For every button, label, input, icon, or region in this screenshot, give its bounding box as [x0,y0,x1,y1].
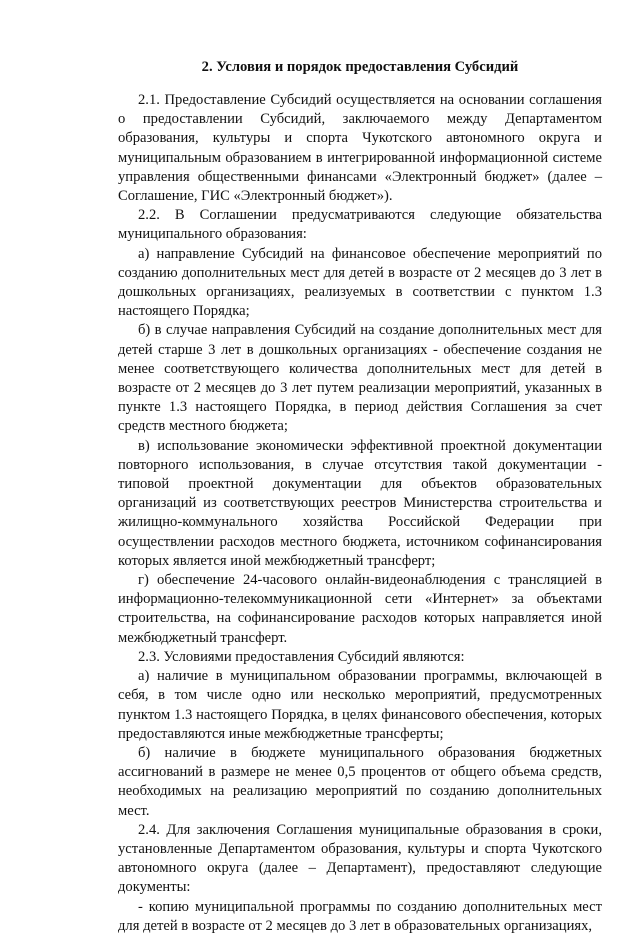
paragraph-2-2-v: в) использование экономически эффективной проектной документации повторного использования, в случае отсутствия такой документации - типовой проектной документации для объектов образовательных организаций из соответствующих реестров Министерства строительства и жилищно-коммунального хозяйства Российской Федерации при осуществлении расходов местного бюджета, источником софинансирования которых является иной межбюджетный трансферт; [118,437,602,569]
section-title: 2. Условия и порядок предоставления Субсидий [201,59,519,75]
paragraph-2-2: 2.2. В Соглашении предусматриваются следующие обязательства муниципального образования: [118,207,602,243]
paragraph-2-2-a: а) направление Субсидий на финансовое обеспечение мероприятий по созданию дополнительных мест для детей в возрасте от 2 месяцев до 3 лет в дошкольных организациях, реализуемых в соответствии с пунктом 1.3 настоящего Порядка; [118,245,602,320]
paragraph-2-3-b: б) наличие в бюджете муниципального образования бюджетных ассигнований в размере не менее 0,5 процентов от общего объема средств, необходимых на реализацию мероприятий по созданию дополнительных мест. [118,744,602,819]
paragraph-2-4-item: - копию муниципальной программы по созданию дополнительных мест для детей в возрасте от 2 месяцев до 3 лет в образовательных организациях, [118,898,602,934]
paragraph-2-2-b: б) в случае направления Субсидий на создание дополнительных мест для детей старше 3 лет в дошкольных организациях - обеспечение создания не менее соответствующего количества дополнительных мест для детей в возрасте от 2 месяцев до 3 лет путем реализации мероприятий, указанных в пункте 1.3 настоящего Порядка, в период действия Соглашения за счет средств местного бюджета; [118,322,602,435]
paragraph-2-3: 2.3. Условиями предоставления Субсидий являются: [138,648,465,665]
paragraph-2-3-a: а) наличие в муниципальном образовании программы, включающей в себя, в том числе одно или несколько мероприятий, предусмотренных пунктом 1.3 настоящего Порядка, в целях финансового обеспечения, которых предоставляются иные межбюджетные трансферты; [118,668,602,742]
paragraph-2-2-g: г) обеспечение 24-часового онлайн-видеонаблюдения с трансляцией в информационно-телекоммуникационной сети «Интернет» за объектами строительства, на софинансирование расходов которых направляется иной межбюджетный трансферт. [118,572,602,646]
paragraph-2-4: 2.4. Для заключения Соглашения муниципальные образования в сроки, установленные Департаментом образования, культуры и спорта Чукотского автономного округа (далее – Департамент), предоставляют следующие документы: [118,821,602,896]
paragraph-2-1: 2.1. Предоставление Субсидий осуществляется на основании соглашения о предоставлении Субсидий, заключаемого между Департаментом образования, культуры и спорта Чукотского автономного округа и муниципальным образованием в интегрированной информационной системе управления общественными финансами «Электронный бюджет» (далее – Соглашение, ГИС «Электронный бюджет»). [118,92,602,205]
